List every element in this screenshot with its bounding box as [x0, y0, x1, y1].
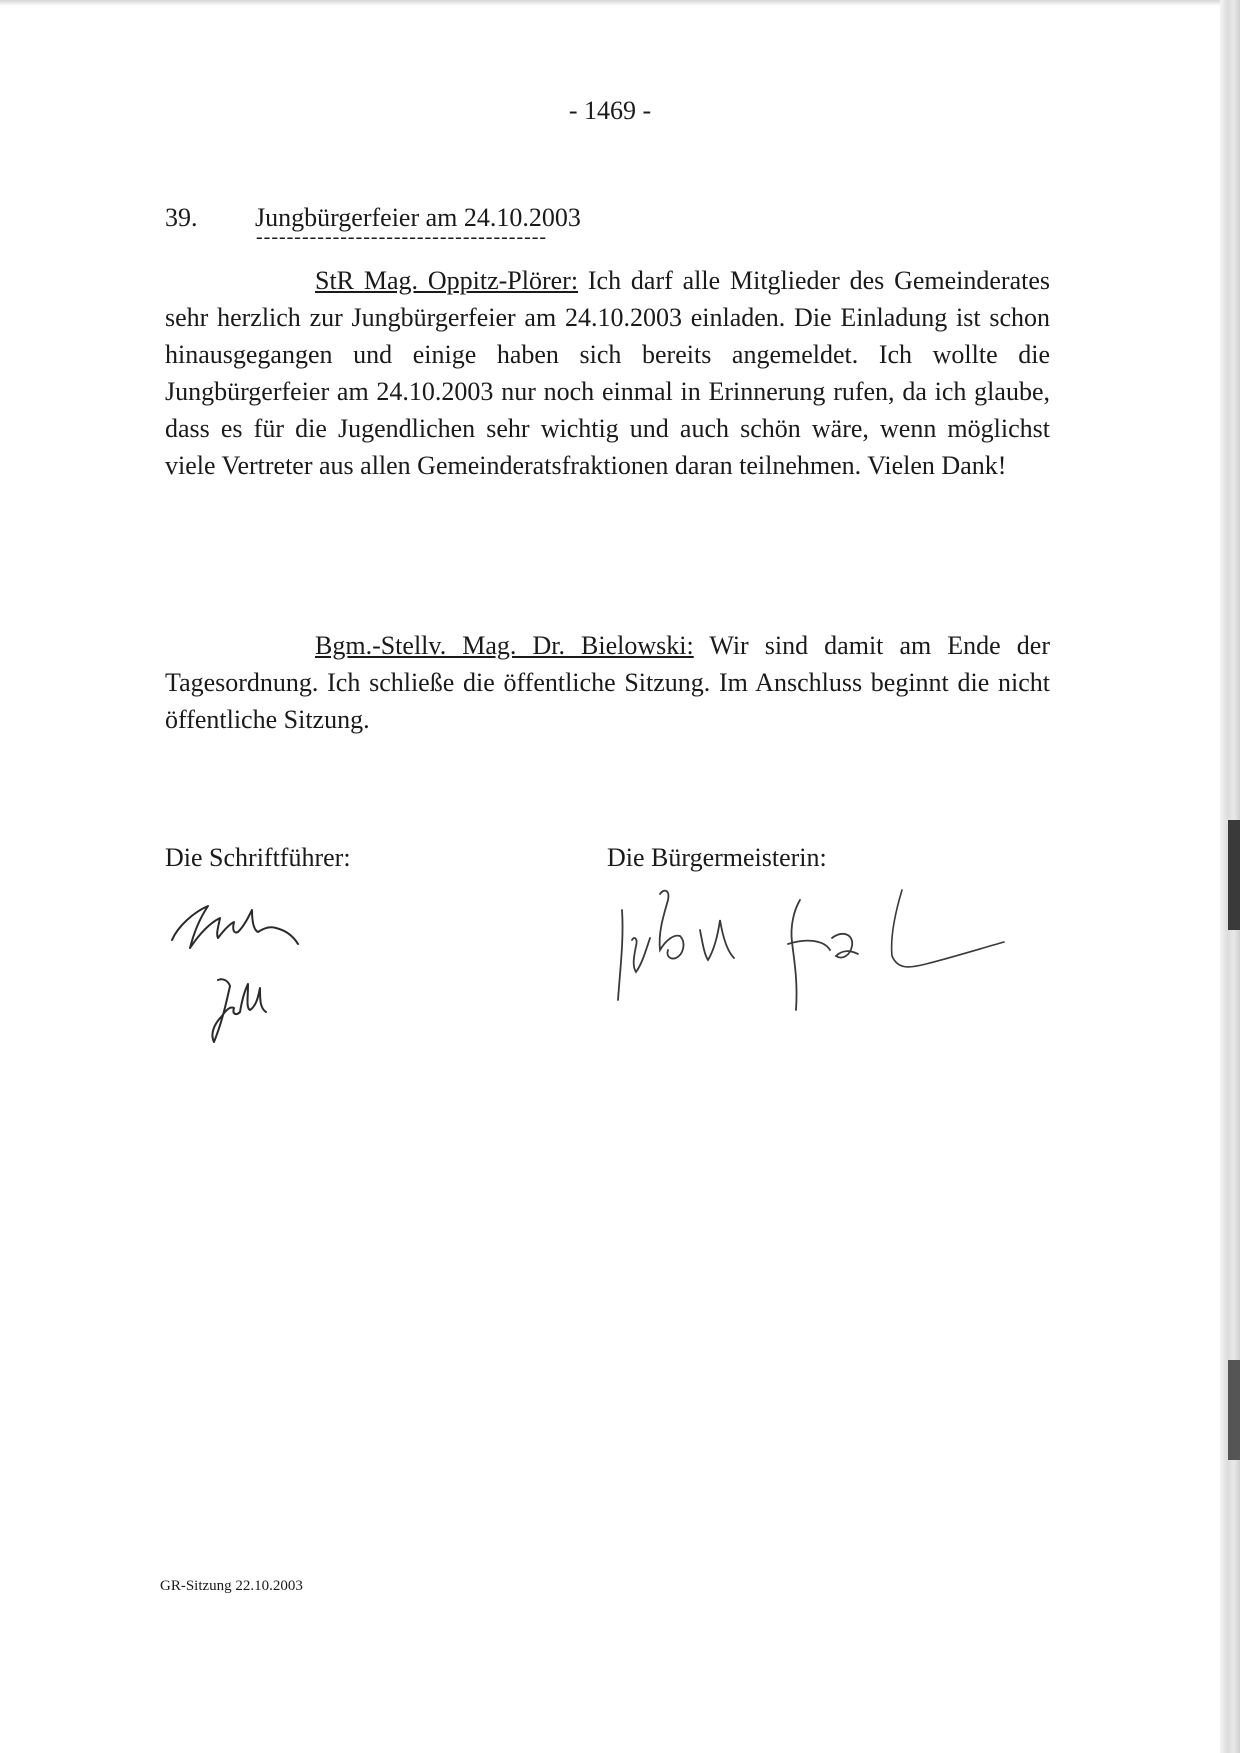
scan-edge-top — [0, 0, 1240, 6]
paragraph-text: Wir sind damit am Ende der Tagesordnung. Ich schließe die öffentliche Sitzung. Im Anschluss beginnt die nicht öffentliche Sitzung. — [165, 631, 1050, 734]
section-number: 39. — [165, 203, 198, 232]
secretary-label: Die Schriftführer: — [165, 843, 351, 872]
mayor-label: Die Bürgermeisterin: — [607, 843, 827, 872]
paragraph-oppitz-ploerer — [165, 262, 1050, 484]
mayor-signature — [610, 880, 1010, 1020]
section-underline: -------------------------------------- — [256, 226, 548, 248]
secretary-signature-1 — [160, 888, 320, 968]
scan-edge-mark — [1228, 1360, 1240, 1460]
page-number: - 1469 - — [568, 96, 652, 125]
paragraph-bielowski — [165, 627, 1050, 738]
section-title: Jungbürgerfeier am 24.10.2003 — [255, 203, 581, 232]
speaker-name: StR Mag. Oppitz-Plörer: — [315, 266, 579, 295]
speaker-name: Bgm.-Stellv. Mag. Dr. Bielowski: — [315, 631, 694, 660]
scan-edge-right — [1220, 0, 1240, 1753]
footer-session-date: GR-Sitzung 22.10.2003 — [160, 1578, 303, 1594]
paragraph-text: Ich darf alle Mitglieder des Gemeinderates sehr herzlich zur Jungbürgerfeier am 24.10.2003 einladen. Die Einladung ist schon hinausgegangen und einige haben sich bereits angemeldet. Ich wollte die Jungbürgerfeier am 24.10.2003 nur noch einmal in Erinnerung rufen, da ich glaube, dass es für die Jugendlichen sehr wichtig und auch schön wäre, wenn möglichst viele Vertreter aus allen Gemeinderatsfraktionen daran teilnehmen. Vielen Dank! — [165, 266, 1050, 480]
secretary-signature-2 — [200, 970, 280, 1050]
scan-edge-mark — [1228, 820, 1240, 930]
